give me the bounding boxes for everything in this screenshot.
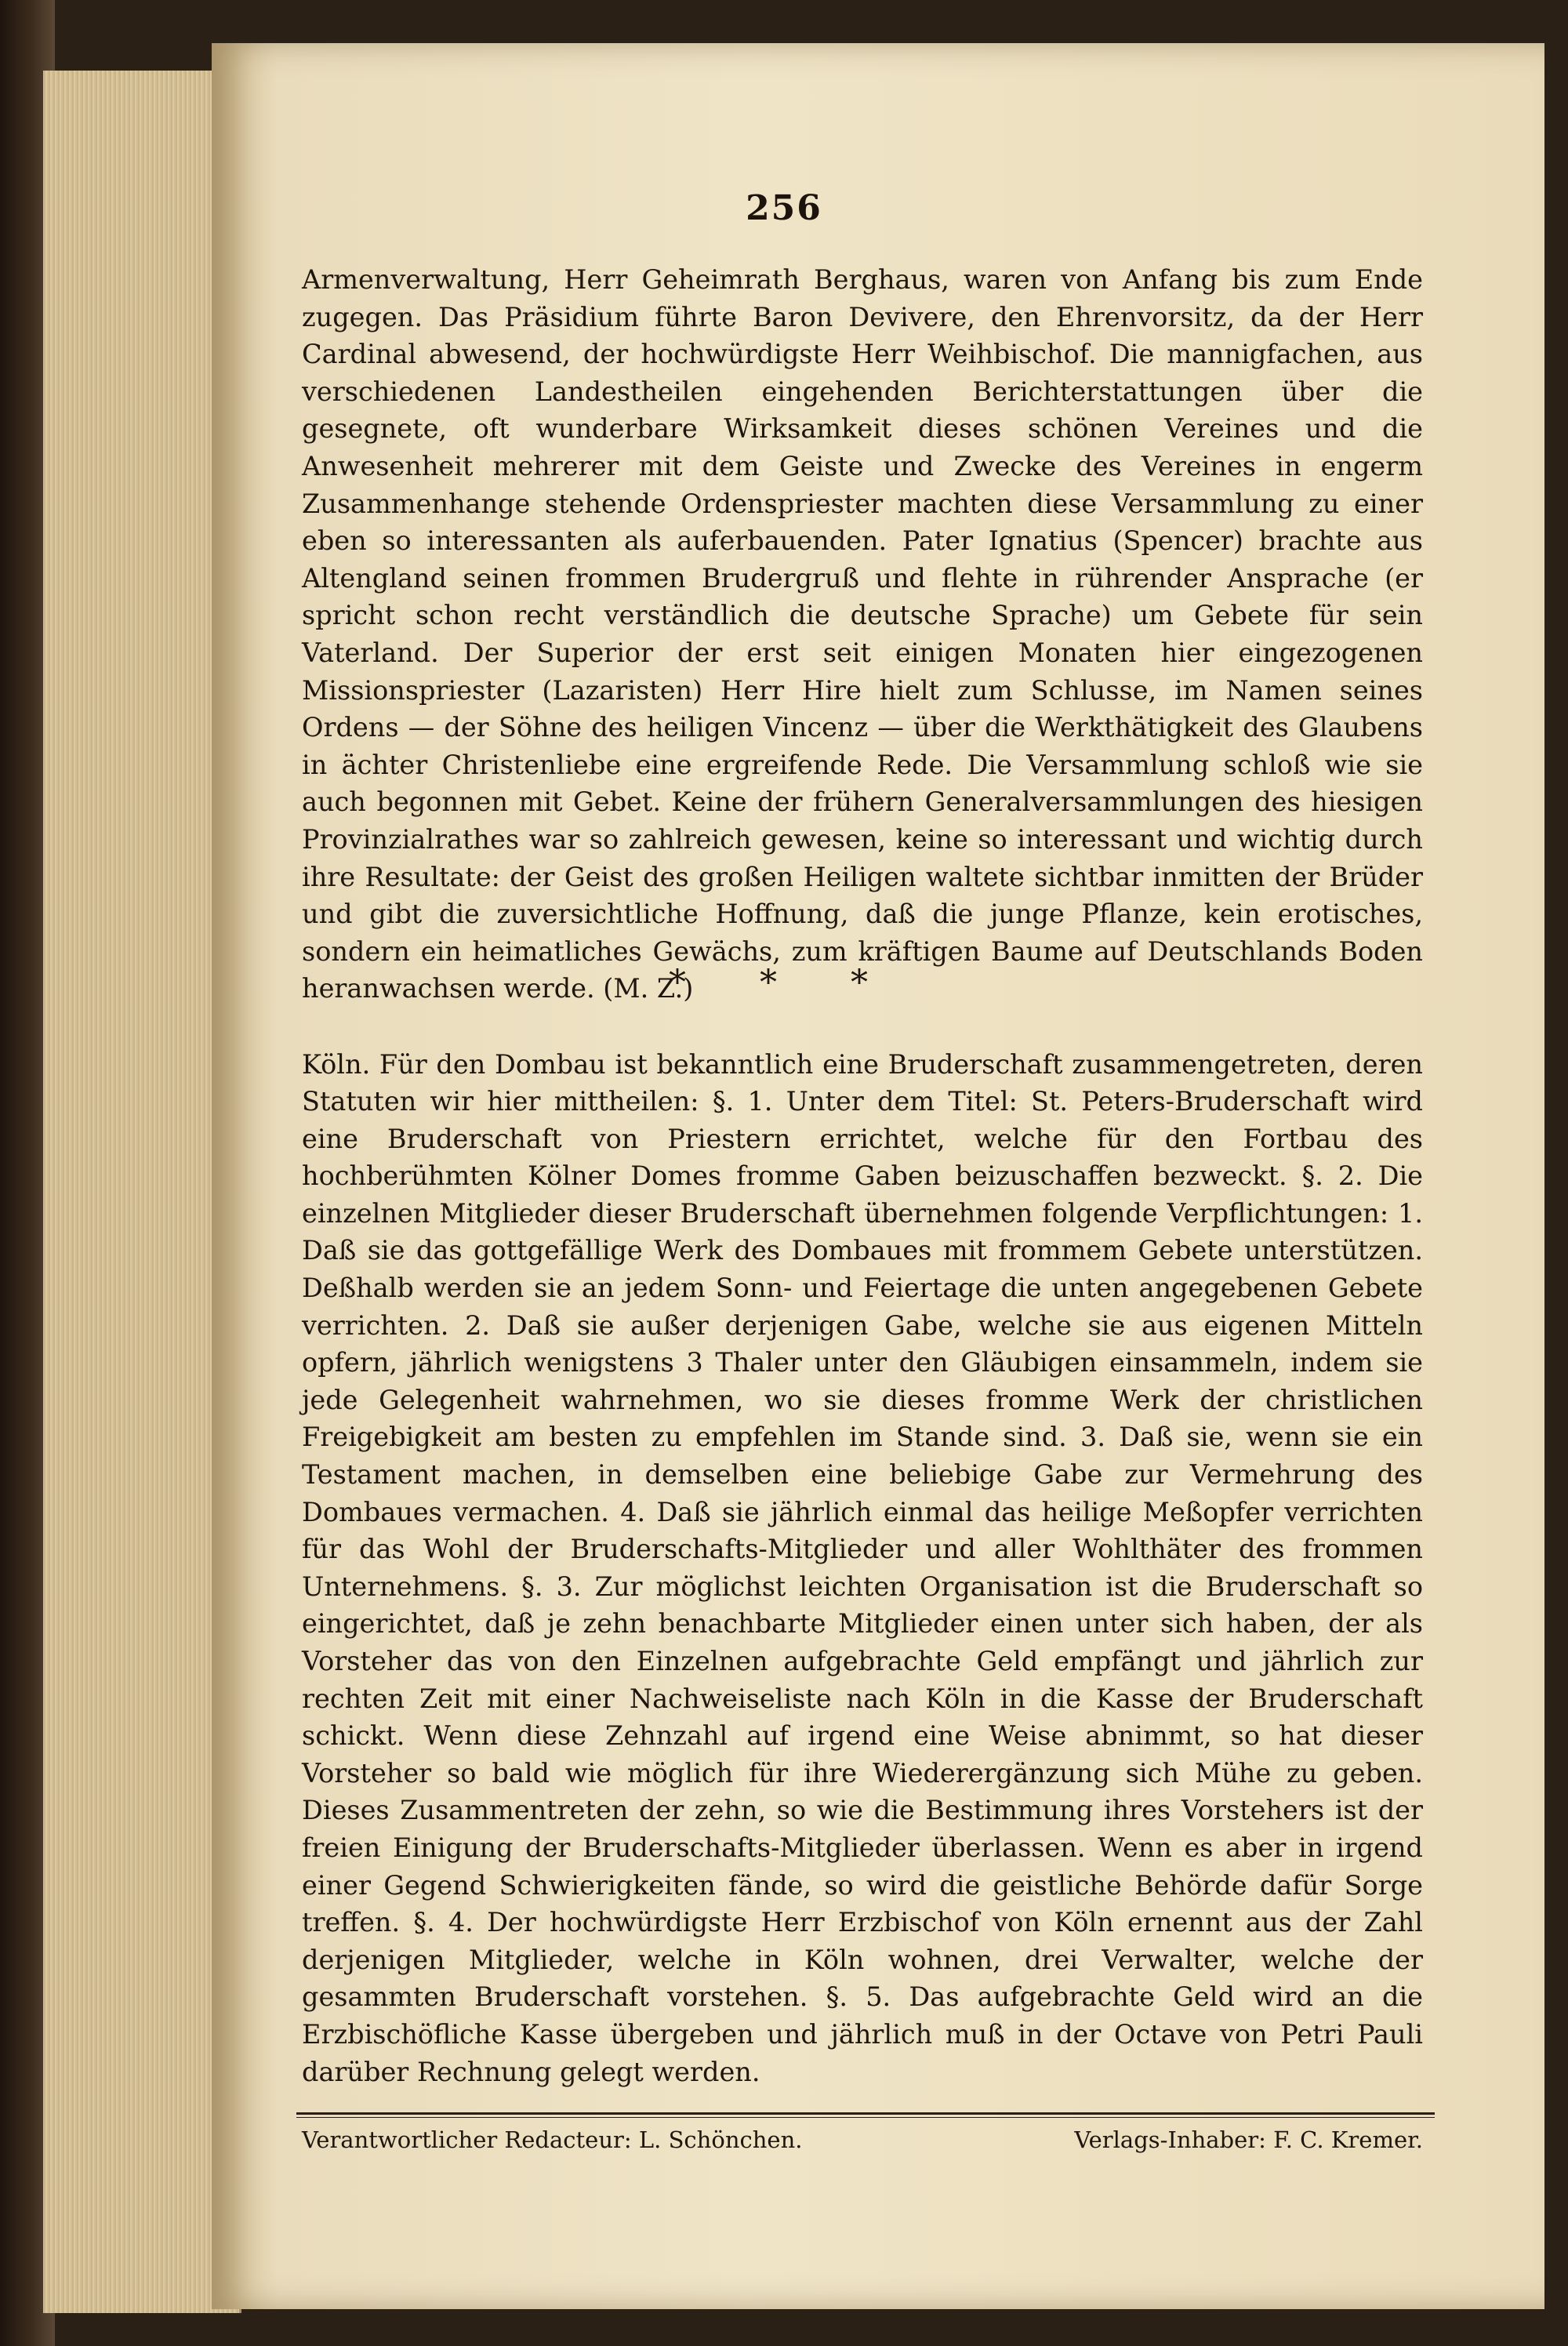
section-separator: * * * [669,963,899,1003]
page-number: 256 [746,188,822,228]
footer-publisher: Verlags-Inhaber: F. C. Kremer. [1074,2126,1423,2153]
footer-rule [296,2112,1435,2115]
footer-editor: Verantwortlicher Redacteur: L. Schönchen. [302,2126,803,2153]
article-koeln-text: Köln. Für den Dombau ist bekanntlich eine Bruderschaft zusammengetreten, deren Statuten wir hier mittheilen: §. 1. Unter dem Titel: St. Peters-Bruderschaft wird eine Bruderschaft von Priestern errichtet, welche für den Fortbau des hochberühmten Kölner Domes fromme Gaben beizuschaffen bezweckt. §. 2. Die einzelnen Mitglieder dieser Bruderschaft übernehmen folgende Verpflichtungen: 1. Daß sie das gottgefällige Werk des Dombaues mit frommem Gebete unterstützen. Deßhalb werden sie an jedem Sonn- und Feiertage die unten angegebenen Gebete verrichten. 2. Daß sie außer derjenigen Gabe, welche sie aus eigenen Mitteln opfern, jährlich wenigstens 3 Thaler unter den Gläubigen einsammeln, indem sie jede Gelegenheit wahrnehmen, wo sie dieses fromme Werk der christlichen Freigebigkeit am besten zu empfehlen im Stande sind. 3. Daß sie, wenn sie ein Testament machen, in demselben eine beliebige Gabe zur Vermehrung des Dombaues vermachen. 4. Daß sie jährlich einmal das heilige Meßopfer verrichten für das Wohl der Bruderschafts-Mitglieder und aller Wohlthäter des frommen Unternehmens. §. 3. Zur möglichst leichten Organisation ist die Bruderschaft so eingerichtet, daß je zehn benachbarte Mitglieder einen unter sich haben, der als Vorsteher das von den Einzelnen aufgebrachte Geld empfängt und jährlich zur rechten Zeit mit einer Nachweiseliste nach Köln in die Kasse der Bruderschaft schickt. Wenn diese Zehnzahl auf irgend eine Weise abnimmt, so hat dieser Vorsteher so bald wie möglich für ihre Wiederergänzung sich Mühe zu geben. Dieses Zusammentreten der zehn, so wie die Bestimmung ihres Vorstehers ist der freien Einigung der Bruderschafts-Mitglieder überlassen. Wenn es aber in irgend einer Gegend Schwierigkeiten fände, so wird die geistliche Behörde dafür Sorge treffen. §. 4. Der hochwürdigste Herr Erzbischof von Köln ernennt aus der Zahl derjenigen Mitglieder, welche in Köln wohnen, drei Verwalter, welche der gesammten Bruderschaft vorstehen. §. 5. Das aufgebrachte Geld wird an die Erzbischöfliche Kasse übergeben und jährlich muß in der Octave von Petri Pauli darüber Rechnung gelegt werden. [302,1048,1423,2087]
footer-rule-thin [296,2117,1435,2118]
article-continuation [302,261,1423,1008]
article-koeln [302,1019,1423,2117]
imprint-footer [302,2126,1423,2153]
article-continuation-text: Armenverwaltung, Herr Geheimrath Berghaus, waren von Anfang bis zum Ende zugegen. Das Präsidium führte Baron Devivere, den Ehrenvorsitz, da der Herr Cardinal abwesend, der hochwürdigste Herr Weihbischof. Die mannigfachen, aus verschiedenen Landestheilen eingehenden Berichterstattungen über die gesegnete, oft wunderbare Wirksamkeit dieses schönen Vereines und die Anwesenheit mehrerer mit dem Geiste und Zwecke des Vereines in engerm Zusammenhange stehende Ordenspriester machten diese Versammlung zu einer eben so interessanten als auferbauenden. Pater Ignatius (Spencer) brachte aus Altengland seinen frommen Brudergruß und flehte in rührender Ansprache (er spricht schon recht verständlich die deutsche Sprache) um Gebete für sein Vaterland. Der Superior der erst seit einigen Monaten hier eingezogenen Missionspriester (Lazaristen) Herr Hire hielt zum Schlusse, im Namen seines Ordens — der Söhne des heiligen Vincenz — über die Werkthätigkeit des Glaubens in ächter Christenliebe eine ergreifende Rede. Die Versammlung schloß wie sie auch begonnen mit Gebet. Keine der frühern Generalversammlungen des hiesigen Provinzialrathes war so zahlreich gewesen, keine so interessant und wichtig durch ihre Resultate: der Geist des großen Heiligen waltete sichtbar inmitten der Brüder und gibt die zuversichtliche Hoffnung, daß die junge Pflanze, kein erotisches, sondern ein heimatliches Gewächs, zum kräftigen Baume auf Deutschlands Boden heranwachsen werde. (M. Z.) [302,264,1423,1004]
